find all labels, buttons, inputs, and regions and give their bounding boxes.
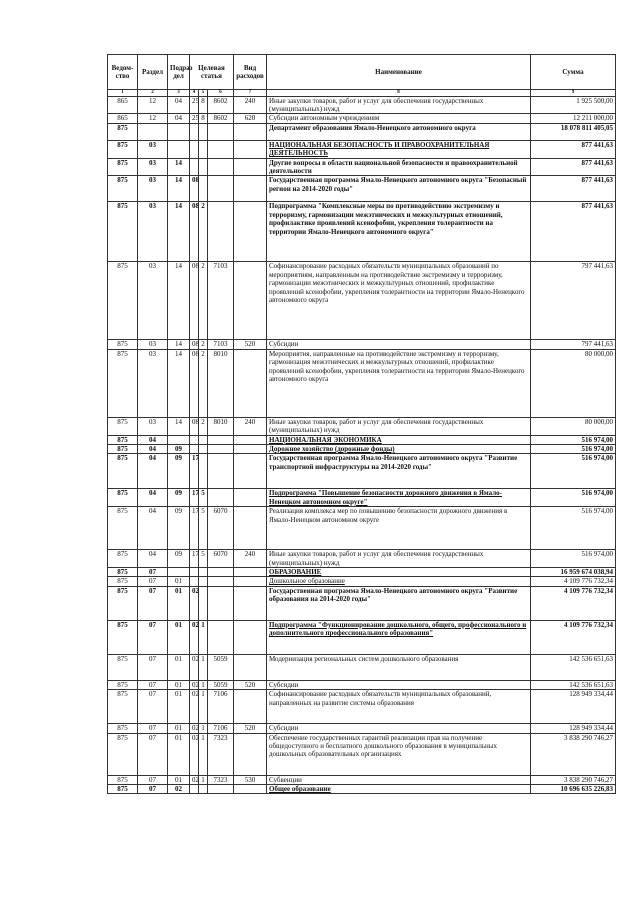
- code-cell-p: 09: [168, 507, 190, 550]
- code-cell-c1: [190, 123, 199, 140]
- table-row: [108, 785, 616, 794]
- code-cell-c3: [208, 140, 234, 158]
- code-cell-vid: [234, 577, 267, 586]
- code-cell-p: 09: [168, 454, 190, 489]
- code-cell-r: 03: [138, 140, 168, 158]
- sum-cell: 516 974,00: [531, 444, 616, 453]
- code-cell-c3: [208, 577, 234, 586]
- code-cell-c1: 08: [190, 176, 199, 202]
- code-cell-p: 01: [168, 690, 190, 724]
- code-cell-r: 03: [138, 176, 168, 202]
- code-cell-p: [168, 568, 190, 577]
- code-cell-vid: [234, 690, 267, 724]
- sum-cell: 877 441,63: [531, 140, 616, 158]
- code-cell-c2: [199, 586, 208, 620]
- code-cell-r: 12: [138, 114, 168, 123]
- code-cell-r: 12: [138, 96, 168, 114]
- name-cell: Субсидии автономным учреждениям: [267, 114, 531, 123]
- table-row: [108, 202, 616, 262]
- code-cell-p: [168, 435, 190, 444]
- header-celevaya-statya: Целевая статья: [190, 55, 234, 90]
- code-cell-p: 14: [168, 176, 190, 202]
- code-cell-c1: 08: [190, 417, 199, 435]
- name-cell: Подпрограмма "Функционирование дошкольного, общего, профессионального и дополнительного профессионального образования": [267, 620, 531, 654]
- code-cell-c2: 8: [199, 96, 208, 114]
- name-cell: Иные закупки товаров, работ и услуг для обеспечения государственных (муниципальных) нужд: [267, 550, 531, 568]
- code-cell-c2: [199, 176, 208, 202]
- name-cell: Субвенции: [267, 775, 531, 784]
- table-row: [108, 690, 616, 724]
- name-cell: НАЦИОНАЛЬНАЯ БЕЗОПАСНОСТЬ И ПРАВООХРАНИТЕЛЬНАЯ ДЕЯТЕЛЬНОСТЬ: [267, 140, 531, 158]
- code-cell-r: 07: [138, 785, 168, 794]
- code-cell-c1: 02: [190, 724, 199, 733]
- code-cell-c3: [208, 123, 234, 140]
- code-cell-c1: 02: [190, 733, 199, 775]
- table-row: [108, 123, 616, 140]
- table-row: [108, 489, 616, 507]
- code-cell-vid: [234, 444, 267, 453]
- code-cell-p: [168, 123, 190, 140]
- code-cell-p: 09: [168, 489, 190, 507]
- code-cell-r: 03: [138, 262, 168, 340]
- sum-cell: 516 974,00: [531, 435, 616, 444]
- name-cell: Субсидии: [267, 680, 531, 689]
- table-row: [108, 349, 616, 417]
- code-cell-ved: 875: [108, 340, 138, 349]
- budget-table: [107, 54, 616, 794]
- sum-cell: 10 696 635 226,83: [531, 785, 616, 794]
- code-cell-c2: 2: [199, 349, 208, 417]
- code-cell-ved: 875: [108, 733, 138, 775]
- code-cell-p: 14: [168, 417, 190, 435]
- name-cell: Подпрограмма "Повышение безопасности дорожного движения в Ямало-Ненецком автономном округе": [267, 489, 531, 507]
- code-cell-c2: 2: [199, 417, 208, 435]
- code-cell-c1: 17: [190, 454, 199, 489]
- code-cell-ved: 875: [108, 724, 138, 733]
- code-cell-c2: [199, 577, 208, 586]
- code-cell-ved: 875: [108, 262, 138, 340]
- code-cell-ved: 875: [108, 577, 138, 586]
- table-row: [108, 733, 616, 775]
- table-row: [108, 620, 616, 654]
- code-cell-ved: 875: [108, 620, 138, 654]
- code-cell-c1: 17: [190, 489, 199, 507]
- code-cell-vid: [234, 454, 267, 489]
- code-cell-p: 04: [168, 114, 190, 123]
- sum-cell: 3 838 290 746,27: [531, 775, 616, 784]
- column-number: 7: [234, 90, 267, 97]
- code-cell-vid: 240: [234, 550, 267, 568]
- name-cell: Дошкольное образование: [267, 577, 531, 586]
- code-cell-c2: 1: [199, 620, 208, 654]
- code-cell-r: 07: [138, 654, 168, 680]
- code-cell-c2: [199, 435, 208, 444]
- code-cell-c3: 5059: [208, 680, 234, 689]
- code-cell-p: 01: [168, 620, 190, 654]
- table-row: [108, 417, 616, 435]
- code-cell-p: 01: [168, 586, 190, 620]
- column-number: 1: [108, 90, 138, 97]
- table-row: [108, 724, 616, 733]
- code-cell-c1: [190, 577, 199, 586]
- code-cell-r: [138, 123, 168, 140]
- code-cell-r: 07: [138, 620, 168, 654]
- code-cell-c3: 8602: [208, 114, 234, 123]
- code-cell-ved: 875: [108, 176, 138, 202]
- code-cell-vid: [234, 123, 267, 140]
- code-cell-c3: [208, 176, 234, 202]
- code-cell-c2: 1: [199, 680, 208, 689]
- sum-cell: 516 974,00: [531, 454, 616, 489]
- sum-cell: 142 536 651,63: [531, 654, 616, 680]
- table-row: [108, 435, 616, 444]
- code-cell-vid: [234, 733, 267, 775]
- sum-cell: 877 441,63: [531, 176, 616, 202]
- code-cell-c3: 6070: [208, 550, 234, 568]
- sum-cell: 16 959 674 038,94: [531, 568, 616, 577]
- code-cell-c2: 1: [199, 724, 208, 733]
- code-cell-c3: [208, 489, 234, 507]
- code-cell-c1: [190, 444, 199, 453]
- code-cell-ved: 875: [108, 680, 138, 689]
- sum-cell: 877 441,63: [531, 158, 616, 176]
- code-cell-c2: 1: [199, 775, 208, 784]
- code-cell-vid: 620: [234, 114, 267, 123]
- code-cell-r: 07: [138, 690, 168, 724]
- code-cell-r: 07: [138, 724, 168, 733]
- code-cell-vid: [234, 507, 267, 550]
- code-cell-vid: [234, 140, 267, 158]
- code-cell-c1: 02: [190, 680, 199, 689]
- code-cell-c2: [199, 785, 208, 794]
- name-cell: Мероприятия, направленные на противодействие экстремизму и терроризму, гармонизация межэтнических и межкультурных отношений, профилактике проявлений ксенофобии, укрепления толерантности на территории Ямало-Ненецкого автономного округа: [267, 349, 531, 417]
- code-cell-ved: 875: [108, 507, 138, 550]
- code-cell-c3: 8010: [208, 349, 234, 417]
- code-cell-ved: 865: [108, 114, 138, 123]
- column-number: 5: [199, 90, 208, 97]
- code-cell-vid: 240: [234, 96, 267, 114]
- name-cell: Общее образование: [267, 785, 531, 794]
- name-cell: Подпрограмма "Комплексные меры по противодействию экстремизму и терроризму, гармонизации межэтнических и межкультурных отношений, профилактике проявлений ксенофобии, укрепления толерантности на территории Ямало-Ненецкого автономного округа": [267, 202, 531, 262]
- code-cell-ved: 875: [108, 140, 138, 158]
- sum-cell: 12 211 000,00: [531, 114, 616, 123]
- table-row: [108, 775, 616, 784]
- code-cell-c3: [208, 158, 234, 176]
- code-cell-vid: 520: [234, 340, 267, 349]
- code-cell-c3: 7106: [208, 690, 234, 724]
- table-row: [108, 507, 616, 550]
- sum-cell: 142 536 651,63: [531, 680, 616, 689]
- code-cell-ved: 875: [108, 202, 138, 262]
- header-ved: Ведом-ство: [108, 55, 138, 90]
- table-row: [108, 680, 616, 689]
- code-cell-ved: 875: [108, 654, 138, 680]
- code-cell-p: 14: [168, 262, 190, 340]
- table-row: [108, 568, 616, 577]
- table-row: [108, 454, 616, 489]
- table-row: [108, 262, 616, 340]
- code-cell-c1: 08: [190, 349, 199, 417]
- column-number: 4: [190, 90, 199, 97]
- code-cell-c3: 7323: [208, 733, 234, 775]
- code-cell-c3: 8602: [208, 96, 234, 114]
- code-cell-r: 07: [138, 586, 168, 620]
- name-cell: НАЦИОНАЛЬНАЯ ЭКОНОМИКА: [267, 435, 531, 444]
- code-cell-c3: [208, 586, 234, 620]
- name-cell: Дорожное хозяйство (дорожные фонды): [267, 444, 531, 453]
- code-cell-c3: [208, 202, 234, 262]
- table-row: [108, 550, 616, 568]
- name-cell: Софинансирование расходных обязательств муниципальных образований по мероприятиям, направленным на противодействие экстремизму и терроризму, гармонизации межэтнических и межкультурных отношений, профилактике проявлений ксенофобии, укрепления толерантности на территории Ямало-Ненецкого автономного округа: [267, 262, 531, 340]
- code-cell-ved: 875: [108, 158, 138, 176]
- code-cell-c2: [199, 123, 208, 140]
- code-cell-c3: 7103: [208, 262, 234, 340]
- code-cell-c1: 02: [190, 620, 199, 654]
- code-cell-ved: 875: [108, 690, 138, 724]
- code-cell-r: 04: [138, 444, 168, 453]
- name-cell: Модернизация региональных систем дошкольного образования: [267, 654, 531, 680]
- sum-cell: 797 441,63: [531, 340, 616, 349]
- code-cell-vid: [234, 620, 267, 654]
- code-cell-c2: 8: [199, 114, 208, 123]
- code-cell-r: 07: [138, 577, 168, 586]
- code-cell-p: [168, 140, 190, 158]
- name-cell: Обеспечение государственных гарантий реализации прав на получение общедоступного и бесплатного дошкольного образования в муниципальных дошкольных образовательных организациях: [267, 733, 531, 775]
- code-cell-c1: 08: [190, 202, 199, 262]
- code-cell-c2: [199, 444, 208, 453]
- code-cell-r: 03: [138, 202, 168, 262]
- code-cell-ved: 875: [108, 489, 138, 507]
- code-cell-r: 04: [138, 435, 168, 444]
- code-cell-r: 04: [138, 489, 168, 507]
- sum-cell: 3 838 290 746,27: [531, 733, 616, 775]
- table-row: [108, 586, 616, 620]
- code-cell-vid: [234, 586, 267, 620]
- code-cell-c2: 1: [199, 690, 208, 724]
- code-cell-vid: [234, 785, 267, 794]
- code-cell-r: 03: [138, 349, 168, 417]
- code-cell-c2: 2: [199, 340, 208, 349]
- code-cell-c1: [190, 785, 199, 794]
- code-cell-c1: 08: [190, 340, 199, 349]
- code-cell-vid: [234, 262, 267, 340]
- header-razdel: Раздел: [138, 55, 168, 90]
- code-cell-r: 03: [138, 417, 168, 435]
- name-cell: Софинансирование расходных обязательств муниципальных образований, направленных на развитие системы образования: [267, 690, 531, 724]
- sum-cell: 1 925 500,00: [531, 96, 616, 114]
- code-cell-c3: 6070: [208, 507, 234, 550]
- column-number: 3: [168, 90, 190, 97]
- name-cell: Субсидии: [267, 340, 531, 349]
- table-row: [108, 158, 616, 176]
- code-cell-p: 01: [168, 577, 190, 586]
- sum-cell: 4 109 776 732,34: [531, 577, 616, 586]
- code-cell-vid: 520: [234, 680, 267, 689]
- code-cell-ved: 875: [108, 586, 138, 620]
- sum-cell: 516 974,00: [531, 489, 616, 507]
- code-cell-p: 14: [168, 158, 190, 176]
- name-cell: Государственная программа Ямало-Ненецкого автономного округа "Развитие транспортной инфраструктуры на 2014-2020 годы": [267, 454, 531, 489]
- table-row: [108, 114, 616, 123]
- table-header-row: [108, 55, 616, 90]
- code-cell-c1: [190, 158, 199, 176]
- code-cell-c1: 02: [190, 586, 199, 620]
- code-cell-ved: 875: [108, 785, 138, 794]
- code-cell-ved: 875: [108, 550, 138, 568]
- table-row: [108, 340, 616, 349]
- name-cell: Государственная программа Ямало-Ненецкого автономного округа "Безопасный регион на 2014-2020 годы": [267, 176, 531, 202]
- header-podrazdel: Подраз дел: [168, 55, 190, 90]
- sum-cell: 516 974,00: [531, 550, 616, 568]
- table-body: [108, 96, 616, 794]
- code-cell-c3: [208, 620, 234, 654]
- code-cell-ved: 875: [108, 123, 138, 140]
- code-cell-c2: [199, 158, 208, 176]
- code-cell-r: 04: [138, 550, 168, 568]
- column-number: 8: [267, 90, 531, 97]
- code-cell-p: 14: [168, 202, 190, 262]
- code-cell-c2: 5: [199, 550, 208, 568]
- header-naimenovanie: Наименование: [267, 55, 531, 90]
- code-cell-c1: 25: [190, 96, 199, 114]
- code-cell-r: 03: [138, 340, 168, 349]
- header-summa: Сумма: [531, 55, 616, 90]
- code-cell-vid: 520: [234, 724, 267, 733]
- sum-cell: 4 109 776 732,34: [531, 620, 616, 654]
- code-cell-c2: 1: [199, 654, 208, 680]
- code-cell-p: 02: [168, 785, 190, 794]
- code-cell-c1: 02: [190, 654, 199, 680]
- code-cell-c2: 5: [199, 507, 208, 550]
- code-cell-c3: 8010: [208, 417, 234, 435]
- code-cell-p: 01: [168, 680, 190, 689]
- code-cell-c3: [208, 444, 234, 453]
- name-cell: Департамент образования Ямало-Ненецкого автономного округа: [267, 123, 531, 140]
- sum-cell: 18 078 811 405,05: [531, 123, 616, 140]
- code-cell-ved: 875: [108, 568, 138, 577]
- code-cell-vid: [234, 489, 267, 507]
- sum-cell: 80 000,00: [531, 417, 616, 435]
- sum-cell: 516 974,00: [531, 507, 616, 550]
- code-cell-c2: 1: [199, 733, 208, 775]
- table-row: [108, 654, 616, 680]
- name-cell: Реализация комплекса мер по повышению безопасности дорожного движения в Ямало-Ненецком автономном округе: [267, 507, 531, 550]
- code-cell-ved: 875: [108, 349, 138, 417]
- code-cell-vid: [234, 158, 267, 176]
- code-cell-vid: [234, 654, 267, 680]
- sum-cell: 877 441,63: [531, 202, 616, 262]
- code-cell-r: 04: [138, 454, 168, 489]
- code-cell-p: 04: [168, 96, 190, 114]
- code-cell-c1: 02: [190, 690, 199, 724]
- code-cell-c3: [208, 454, 234, 489]
- name-cell: Иные закупки товаров, работ и услуг для обеспечения государственных (муниципальных) нужд: [267, 96, 531, 114]
- code-cell-ved: 875: [108, 435, 138, 444]
- code-cell-c2: [199, 140, 208, 158]
- column-number: 6: [208, 90, 234, 97]
- code-cell-c1: 17: [190, 550, 199, 568]
- code-cell-ved: 875: [108, 454, 138, 489]
- code-cell-r: 07: [138, 733, 168, 775]
- code-cell-c3: 5059: [208, 654, 234, 680]
- code-cell-p: 01: [168, 724, 190, 733]
- code-cell-c3: [208, 785, 234, 794]
- code-cell-r: 07: [138, 775, 168, 784]
- sum-cell: 128 949 334,44: [531, 690, 616, 724]
- table-row: [108, 176, 616, 202]
- code-cell-r: 04: [138, 507, 168, 550]
- code-cell-vid: [234, 176, 267, 202]
- code-cell-p: 01: [168, 654, 190, 680]
- code-cell-c1: [190, 568, 199, 577]
- code-cell-c3: [208, 568, 234, 577]
- code-cell-p: 09: [168, 550, 190, 568]
- code-cell-vid: [234, 349, 267, 417]
- code-cell-r: 07: [138, 680, 168, 689]
- code-cell-vid: 240: [234, 417, 267, 435]
- code-cell-c2: 2: [199, 262, 208, 340]
- code-cell-c2: [199, 454, 208, 489]
- code-cell-c1: 17: [190, 507, 199, 550]
- name-cell: ОБРАЗОВАНИЕ: [267, 568, 531, 577]
- name-cell: Другие вопросы в области национальной безопасности и правоохранительной деятельности: [267, 158, 531, 176]
- code-cell-vid: 530: [234, 775, 267, 784]
- code-cell-c1: 25: [190, 114, 199, 123]
- code-cell-c2: 2: [199, 202, 208, 262]
- table-row: [108, 96, 616, 114]
- code-cell-p: 14: [168, 349, 190, 417]
- code-cell-p: 01: [168, 733, 190, 775]
- code-cell-ved: 875: [108, 444, 138, 453]
- code-cell-ved: 865: [108, 96, 138, 114]
- table-row: [108, 577, 616, 586]
- code-cell-p: 09: [168, 444, 190, 453]
- sum-cell: 797 441,63: [531, 262, 616, 340]
- code-cell-vid: [234, 568, 267, 577]
- code-cell-r: 03: [138, 158, 168, 176]
- code-cell-c2: [199, 568, 208, 577]
- code-cell-c1: [190, 435, 199, 444]
- code-cell-c1: 02: [190, 775, 199, 784]
- code-cell-c3: 7103: [208, 340, 234, 349]
- sum-cell: 4 109 776 732,34: [531, 586, 616, 620]
- code-cell-c3: [208, 435, 234, 444]
- header-vid-rashodov: Вид расходов: [234, 55, 267, 90]
- code-cell-c3: 7106: [208, 724, 234, 733]
- code-cell-r: 07: [138, 568, 168, 577]
- sum-cell: 80 000,00: [531, 349, 616, 417]
- code-cell-vid: [234, 435, 267, 444]
- name-cell: Субсидии: [267, 724, 531, 733]
- code-cell-c1: [190, 140, 199, 158]
- code-cell-c3: 7323: [208, 775, 234, 784]
- code-cell-p: 01: [168, 775, 190, 784]
- column-number: 2: [138, 90, 168, 97]
- code-cell-c2: 5: [199, 489, 208, 507]
- table-row: [108, 140, 616, 158]
- sum-cell: 128 949 334,44: [531, 724, 616, 733]
- column-number: 9: [531, 90, 616, 97]
- code-cell-p: 14: [168, 340, 190, 349]
- code-cell-ved: 875: [108, 417, 138, 435]
- code-cell-c1: 08: [190, 262, 199, 340]
- code-cell-ved: 875: [108, 775, 138, 784]
- name-cell: Иные закупки товаров, работ и услуг для обеспечения государственных (муниципальных) нужд: [267, 417, 531, 435]
- name-cell: Государственная программа Ямало-Ненецкого автономного округа "Развитие образования на 2014-2020 годы": [267, 586, 531, 620]
- code-cell-vid: [234, 202, 267, 262]
- table-row: [108, 444, 616, 453]
